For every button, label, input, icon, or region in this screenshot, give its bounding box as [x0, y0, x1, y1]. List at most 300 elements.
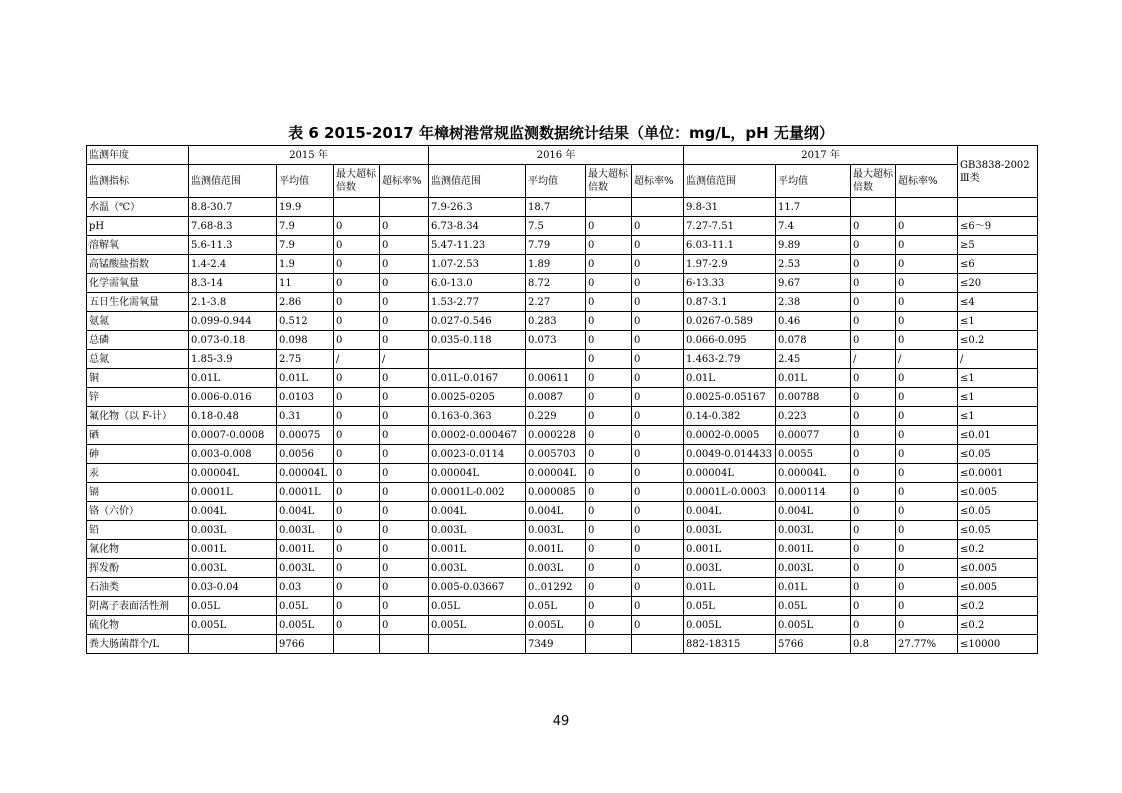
table-cell: /	[334, 350, 380, 369]
table-cell: 0	[632, 350, 684, 369]
table-cell	[851, 198, 896, 217]
table-cell: 0	[851, 407, 896, 426]
table-cell: 0.0007-0.0008	[189, 426, 277, 445]
table-cell: ≤0.2	[958, 540, 1038, 559]
table-cell: 0	[586, 369, 632, 388]
table-cell: 0.003L	[526, 521, 586, 540]
table-cell: 0	[586, 255, 632, 274]
table-cell: 0.0267-0.589	[684, 312, 776, 331]
table-row	[87, 635, 1038, 654]
table-cell	[896, 198, 958, 217]
table-cell: 0	[632, 483, 684, 502]
table-cell: 0.01L	[776, 578, 851, 597]
table-cell: 1.07-2.53	[429, 255, 526, 274]
table-row	[87, 255, 1038, 274]
indicator-name-cell: 镉	[87, 483, 189, 502]
table-cell: 0	[586, 236, 632, 255]
table-cell: 7.9	[277, 236, 334, 255]
indicator-name-cell: 化学需氧量	[87, 274, 189, 293]
table-cell: 0.005L	[429, 616, 526, 635]
table-cell: 0.005L	[684, 616, 776, 635]
table-cell: 9.89	[776, 236, 851, 255]
table-cell: 0.229	[526, 407, 586, 426]
table-cell: 0.05L	[277, 597, 334, 616]
table-cell: 0	[334, 331, 380, 350]
table-cell: 0.00004L	[684, 464, 776, 483]
table-cell: 0	[334, 597, 380, 616]
table-cell: 0	[632, 407, 684, 426]
table-cell: 0	[851, 217, 896, 236]
table-cell: 9.8-31	[684, 198, 776, 217]
table-cell: 0.0001L	[189, 483, 277, 502]
table-cell: 0	[334, 464, 380, 483]
table-cell: 0	[334, 521, 380, 540]
table-row	[87, 236, 1038, 255]
table-cell: 0.01L	[189, 369, 277, 388]
table-cell: 0	[334, 445, 380, 464]
table-cell: 0	[586, 331, 632, 350]
table-cell: 0	[851, 521, 896, 540]
table-cell: 0.001L	[277, 540, 334, 559]
table-cell: 0	[896, 483, 958, 502]
table-cell: 0	[380, 274, 429, 293]
table-cell: 0.001L	[776, 540, 851, 559]
table-cell: 0.0025-0205	[429, 388, 526, 407]
table-cell: 0.283	[526, 312, 586, 331]
table-cell: 0.00004L	[277, 464, 334, 483]
table-row	[87, 483, 1038, 502]
avg-header-2016: 平均值	[526, 165, 586, 198]
table-cell: 0	[380, 426, 429, 445]
table-cell: ≤0.005	[958, 578, 1038, 597]
table-row	[87, 445, 1038, 464]
indicator-name-cell: 挥发酚	[87, 559, 189, 578]
table-cell: 2.86	[277, 293, 334, 312]
table-row	[87, 559, 1038, 578]
table-cell: 0.004L	[776, 502, 851, 521]
indicator-name-cell: pH	[87, 217, 189, 236]
table-cell: 0.03	[277, 578, 334, 597]
table-cell: 0	[334, 255, 380, 274]
table-cell: 5766	[776, 635, 851, 654]
indicator-name-cell: 高锰酸盐指数	[87, 255, 189, 274]
table-row	[87, 312, 1038, 331]
table-cell: 0.0049-0.014433	[684, 445, 776, 464]
table-cell: 0.005703	[526, 445, 586, 464]
table-row	[87, 426, 1038, 445]
indicator-name-cell: 锌	[87, 388, 189, 407]
table-cell: /	[380, 350, 429, 369]
table-cell: 6.73-8.34	[429, 217, 526, 236]
table-row	[87, 293, 1038, 312]
table-cell: 0.00077	[776, 426, 851, 445]
table-cell: 0	[334, 426, 380, 445]
table-cell: 19.9	[277, 198, 334, 217]
indicator-name-cell: 溶解氧	[87, 236, 189, 255]
table-cell: 0.00004L	[429, 464, 526, 483]
table-cell: 2.75	[277, 350, 334, 369]
table-cell: 9766	[277, 635, 334, 654]
table-cell: 0	[851, 559, 896, 578]
table-cell: 0	[586, 274, 632, 293]
table-cell: 0	[896, 559, 958, 578]
table-cell	[429, 350, 526, 369]
table-cell: 0	[632, 293, 684, 312]
table-cell: ≤1	[958, 369, 1038, 388]
table-cell: 0.003L	[277, 559, 334, 578]
table-cell: 0	[334, 616, 380, 635]
table-cell: 0.073-0.18	[189, 331, 277, 350]
table-cell: 0	[586, 293, 632, 312]
table-cell: 0.00611	[526, 369, 586, 388]
indicator-name-cell: 铬（六价）	[87, 502, 189, 521]
table-cell: 0.0055	[776, 445, 851, 464]
table-cell: 0.00004L	[776, 464, 851, 483]
table-cell: 0.004L	[277, 502, 334, 521]
table-row	[87, 217, 1038, 236]
table-cell: 7.9	[277, 217, 334, 236]
year-2015-header: 2015 年	[189, 146, 429, 165]
table-cell: 0.003L	[429, 559, 526, 578]
table-row	[87, 369, 1038, 388]
table-cell: 0	[334, 274, 380, 293]
table-cell: 1.89	[526, 255, 586, 274]
indicator-name-cell: 氟化物（以 F-计）	[87, 407, 189, 426]
table-cell: ≤0.0001	[958, 464, 1038, 483]
table-cell: 7349	[526, 635, 586, 654]
table-cell: 0	[851, 616, 896, 635]
table-cell: 0.46	[776, 312, 851, 331]
indicator-name-cell: 汞	[87, 464, 189, 483]
table-cell: 0.0002-0.000467	[429, 426, 526, 445]
table-cell: 0	[896, 236, 958, 255]
table-cell: 0	[851, 483, 896, 502]
table-cell: 0	[586, 445, 632, 464]
table-cell: 0	[334, 312, 380, 331]
table-cell: 0	[380, 578, 429, 597]
table-cell: 2.45	[776, 350, 851, 369]
exceed-rate-header-2017: 超标率%	[896, 165, 958, 198]
indicator-name-cell: 硫化物	[87, 616, 189, 635]
table-cell: 1.97-2.9	[684, 255, 776, 274]
table-cell: ≤0.005	[958, 559, 1038, 578]
table-cell: 7.27-7.51	[684, 217, 776, 236]
max-exceed-header-2017: 最大超标倍数	[851, 165, 896, 198]
exceed-rate-header-2015: 超标率%	[380, 165, 429, 198]
table-cell: 0	[380, 597, 429, 616]
table-cell: 0.05L	[526, 597, 586, 616]
table-cell: 0	[851, 331, 896, 350]
table-cell: 0.000114	[776, 483, 851, 502]
table-cell: 0	[380, 483, 429, 502]
table-cell: 0	[896, 274, 958, 293]
table-cell	[526, 350, 586, 369]
table-cell: 0.01L	[776, 369, 851, 388]
table-cell: 0.027-0.546	[429, 312, 526, 331]
table-cell: 0.00075	[277, 426, 334, 445]
indicator-name-cell: 氨氮	[87, 312, 189, 331]
table-cell: 1.85-3.9	[189, 350, 277, 369]
table-cell: 2.38	[776, 293, 851, 312]
year-2017-header: 2017 年	[684, 146, 958, 165]
table-cell: ≤0.05	[958, 445, 1038, 464]
indicator-name-cell: 水温（℃）	[87, 198, 189, 217]
table-cell: 0	[896, 331, 958, 350]
indicator-name-cell: 粪大肠菌群个/L	[87, 635, 189, 654]
table-cell: 0	[586, 407, 632, 426]
table-cell: 0	[632, 559, 684, 578]
table-cell: 0	[632, 236, 684, 255]
table-cell: 0	[380, 502, 429, 521]
table-cell: 0.078	[776, 331, 851, 350]
table-cell: 0	[632, 331, 684, 350]
table-cell	[632, 198, 684, 217]
table-cell: 0.004L	[684, 502, 776, 521]
avg-header-2017: 平均值	[776, 165, 851, 198]
table-cell: 0	[586, 464, 632, 483]
table-cell: 0.0056	[277, 445, 334, 464]
table-cell: 6.03-11.1	[684, 236, 776, 255]
table-cell: 0	[896, 578, 958, 597]
table-cell: 0	[851, 255, 896, 274]
table-cell: 0	[380, 255, 429, 274]
table-row	[87, 274, 1038, 293]
table-cell: 0.006-0.016	[189, 388, 277, 407]
table-cell: 0	[334, 236, 380, 255]
table-cell: 0.003L	[429, 521, 526, 540]
table-cell: 0	[851, 274, 896, 293]
table-cell: 0	[851, 445, 896, 464]
table-cell: 7.4	[776, 217, 851, 236]
table-cell: 0	[334, 293, 380, 312]
table-cell: 6.0-13.0	[429, 274, 526, 293]
table-cell: 0.03-0.04	[189, 578, 277, 597]
table-cell: 0	[851, 540, 896, 559]
indicator-name-cell: 阴离子表面活性剂	[87, 597, 189, 616]
range-header-2017: 监测值范围	[684, 165, 776, 198]
table-cell: 0	[632, 445, 684, 464]
table-cell	[380, 198, 429, 217]
table-cell: 0	[896, 217, 958, 236]
table-cell: 0	[632, 312, 684, 331]
table-cell: 0	[896, 502, 958, 521]
table-cell: 7.5	[526, 217, 586, 236]
table-cell: 0	[896, 293, 958, 312]
table-cell: 0	[380, 312, 429, 331]
table-cell: 0	[380, 388, 429, 407]
table-cell: 0	[632, 597, 684, 616]
table-cell: ≤20	[958, 274, 1038, 293]
table-title: 表 6 2015-2017 年樟树港常规监测数据统计结果（单位：mg/L，pH 无量纲）	[288, 124, 834, 142]
indicator-name-cell: 铅	[87, 521, 189, 540]
table-cell: 5.6-11.3	[189, 236, 277, 255]
table-row	[87, 616, 1038, 635]
table-cell: 0.001L	[684, 540, 776, 559]
table-cell: 2.1-3.8	[189, 293, 277, 312]
table-cell: 0	[632, 502, 684, 521]
table-cell: 0	[632, 521, 684, 540]
table-cell: 0	[334, 369, 380, 388]
table-cell: 0	[334, 559, 380, 578]
avg-header-2015: 平均值	[277, 165, 334, 198]
table-cell: 0.163-0.363	[429, 407, 526, 426]
table-cell: 0.223	[776, 407, 851, 426]
table-cell: ≤10000	[958, 635, 1038, 654]
table-cell: 0.005L	[526, 616, 586, 635]
table-cell: 0	[851, 502, 896, 521]
table-cell: 0	[586, 597, 632, 616]
table-cell: 0.001L	[526, 540, 586, 559]
table-cell: 0.0025-0.05167	[684, 388, 776, 407]
table-cell: 0	[380, 369, 429, 388]
table-cell: 0.003L	[684, 521, 776, 540]
table-cell: 0	[380, 331, 429, 350]
table-cell: 8.3-14	[189, 274, 277, 293]
table-cell: 0	[334, 502, 380, 521]
table-cell	[632, 635, 684, 654]
standard-header: GB3838-2002 Ⅲ类	[958, 146, 1038, 198]
table-cell: 0	[380, 236, 429, 255]
table-cell: 0.05L	[684, 597, 776, 616]
table-cell: 0	[586, 540, 632, 559]
table-cell: ≤6～9	[958, 217, 1038, 236]
table-cell: 8.72	[526, 274, 586, 293]
table-cell: ≤0.2	[958, 616, 1038, 635]
table-cell: 1.4-2.4	[189, 255, 277, 274]
table-cell: 0	[334, 407, 380, 426]
table-cell: 0	[851, 312, 896, 331]
table-cell	[189, 635, 277, 654]
table-cell: 0	[851, 426, 896, 445]
table-cell: 882-18315	[684, 635, 776, 654]
table-cell: 0.0087	[526, 388, 586, 407]
table-cell: 0	[632, 255, 684, 274]
table-cell: 0.000228	[526, 426, 586, 445]
table-cell: 0.003L	[684, 559, 776, 578]
table-cell: 0.05L	[776, 597, 851, 616]
table-cell: 0	[586, 217, 632, 236]
table-cell: 0.035-0.118	[429, 331, 526, 350]
table-cell: 0	[586, 502, 632, 521]
indicator-label-cell: 监测指标	[87, 165, 189, 198]
table-cell: 0.01L	[277, 369, 334, 388]
table-cell: 0	[586, 388, 632, 407]
table-cell: 0.31	[277, 407, 334, 426]
table-cell: 0	[380, 616, 429, 635]
table-cell: 0	[896, 388, 958, 407]
table-cell: 0.004L	[189, 502, 277, 521]
page-number: 49	[552, 714, 570, 729]
table-cell: 0	[851, 578, 896, 597]
table-cell: 0.18-0.48	[189, 407, 277, 426]
table-cell: 0.001L	[429, 540, 526, 559]
table-cell: ≥5	[958, 236, 1038, 255]
table-row	[87, 597, 1038, 616]
table-cell	[334, 635, 380, 654]
table-cell: 0.001L	[189, 540, 277, 559]
indicator-name-cell: 铜	[87, 369, 189, 388]
table-cell: 0	[586, 578, 632, 597]
table-row	[87, 388, 1038, 407]
table-row	[87, 502, 1038, 521]
table-cell: 0	[632, 217, 684, 236]
table-cell	[429, 635, 526, 654]
table-cell: 0.005L	[277, 616, 334, 635]
table-cell: 0.003L	[776, 521, 851, 540]
table-cell: 0	[632, 464, 684, 483]
table-cell: 0.00004L	[526, 464, 586, 483]
table-row	[87, 578, 1038, 597]
table-cell: 18.7	[526, 198, 586, 217]
table-cell: 0	[380, 293, 429, 312]
table-cell: 9.67	[776, 274, 851, 293]
table-cell: 0	[851, 597, 896, 616]
table-cell: 0.003L	[526, 559, 586, 578]
table-cell: 0.01L	[684, 369, 776, 388]
indicator-name-cell: 氰化物	[87, 540, 189, 559]
table-cell: 11	[277, 274, 334, 293]
table-cell: 0	[896, 312, 958, 331]
table-row	[87, 407, 1038, 426]
table-cell: 0	[334, 388, 380, 407]
table-cell: 7.9-26.3	[429, 198, 526, 217]
table-cell: 7.79	[526, 236, 586, 255]
table-cell: 0.0001L-0.0003	[684, 483, 776, 502]
table-cell: ≤6	[958, 255, 1038, 274]
table-cell: /	[896, 350, 958, 369]
table-cell	[586, 198, 632, 217]
table-cell: 0	[632, 578, 684, 597]
table-cell: 0	[896, 597, 958, 616]
table-cell: 0.004L	[526, 502, 586, 521]
table-cell: 2.53	[776, 255, 851, 274]
monitoring-data-table	[86, 145, 1038, 654]
table-cell: 0	[380, 445, 429, 464]
max-exceed-header-2016: 最大超标倍数	[586, 165, 632, 198]
table-cell: 0.87-3.1	[684, 293, 776, 312]
indicator-name-cell: 五日生化需氧量	[87, 293, 189, 312]
range-header-2016: 监测值范围	[429, 165, 526, 198]
table-cell: 0.003L	[277, 521, 334, 540]
table-cell: 1.9	[277, 255, 334, 274]
exceed-rate-header-2016: 超标率%	[632, 165, 684, 198]
table-cell: 0	[851, 464, 896, 483]
table-cell: 0	[896, 540, 958, 559]
table-cell: 7.68-8.3	[189, 217, 277, 236]
header-row-years	[87, 146, 1038, 165]
table-cell: 0.512	[277, 312, 334, 331]
table-cell: ≤1	[958, 388, 1038, 407]
table-cell: 0	[851, 236, 896, 255]
table-cell: 0.000085	[526, 483, 586, 502]
table-cell: 0	[380, 464, 429, 483]
table-cell: 0	[632, 388, 684, 407]
table-cell: ≤1	[958, 312, 1038, 331]
table-cell: 0	[896, 445, 958, 464]
table-cell: 8.8-30.7	[189, 198, 277, 217]
table-cell: 0	[896, 521, 958, 540]
table-cell: 0.01L-0.0167	[429, 369, 526, 388]
table-cell: ≤0.2	[958, 597, 1038, 616]
table-cell: 0	[896, 255, 958, 274]
table-cell: 0	[632, 369, 684, 388]
table-cell: 0	[334, 540, 380, 559]
table-cell: 0	[851, 388, 896, 407]
table-cell: 0.00788	[776, 388, 851, 407]
table-cell: 0.098	[277, 331, 334, 350]
table-cell: 0.003L	[776, 559, 851, 578]
table-row	[87, 350, 1038, 369]
